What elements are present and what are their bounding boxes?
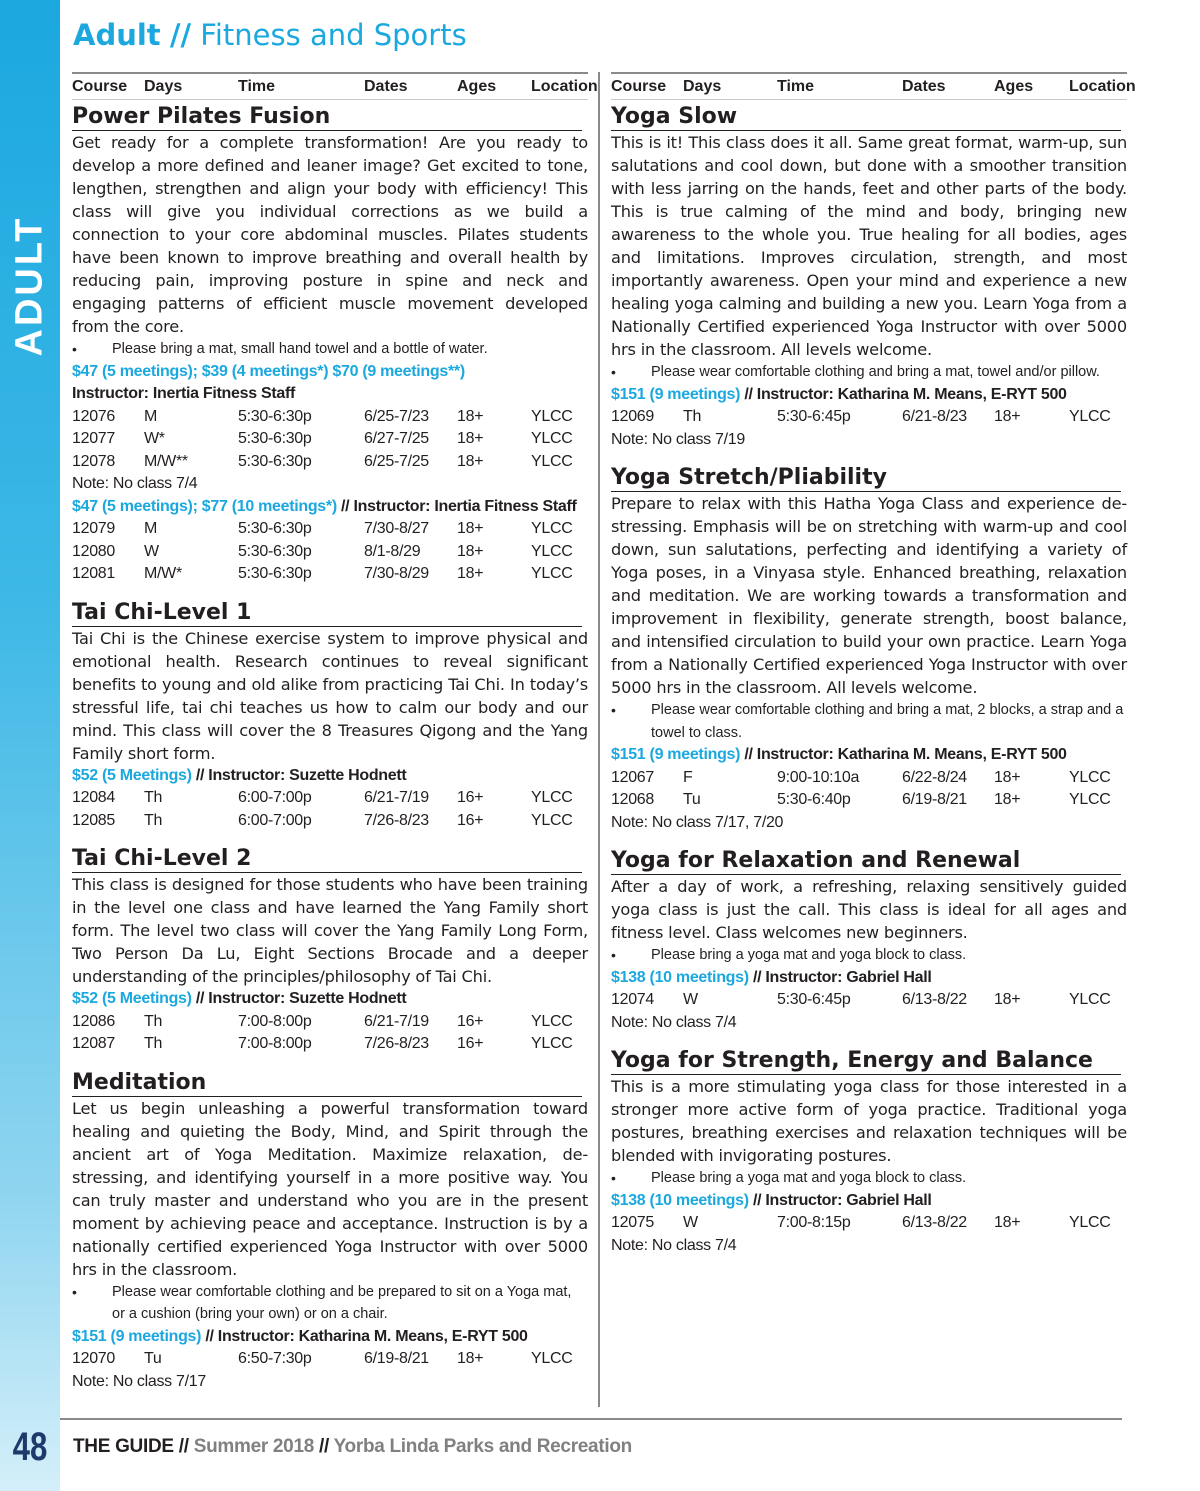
table-row [72, 1348, 588, 1371]
course-bullet [611, 699, 1127, 744]
sidebar-band [0, 0, 60, 1491]
price-line [611, 384, 1127, 407]
table-cell: 18+ [457, 430, 484, 447]
footer-separator: // [318, 1436, 329, 1457]
right-column [611, 72, 1136, 1257]
course-description: Prepare to relax with this Hatha Yoga Class and experience de-stressing. Emphasis will be on stretching with warm-up and cool down, sun salutations, perfecting and identifying a variety of Yoga poses, in a Vinyasa style. Enhanced breathing, relaxation and meditation. We are working towards a transformation and improvement in flexibility, generate strength, boost balance, and intensified circulation to build your own practice. Learn Yoga from a Nationally Certified experienced Yoga Instructor with over 5000 hrs in the classroom. All levels welcome. [611, 494, 1127, 697]
table-cell: 6/19-8/21 [902, 791, 967, 808]
table-row [72, 1011, 588, 1034]
table-cell: 12084 [72, 789, 115, 806]
table-cell: 5:30-6:30p [238, 430, 312, 447]
table-row [72, 428, 588, 451]
course-bullet [611, 944, 1127, 967]
title-separator: // [169, 18, 192, 52]
bullet-text: Please wear comfortable clothing and be prepared to sit on a Yoga mat, or a cushion (bring your own) or on a chair. [112, 1283, 572, 1322]
price-line [72, 1326, 588, 1349]
table-cell: M [144, 520, 158, 537]
footer-divider [60, 1418, 1122, 1420]
table-cell: 12087 [72, 1035, 115, 1052]
table-cell: YLCC [531, 811, 573, 829]
table-row [72, 787, 588, 810]
table-cell: 6/21-7/19 [364, 789, 429, 806]
column-header: Course [72, 78, 128, 95]
table-cell: 8/1-8/29 [364, 542, 421, 560]
table-cell: 6/22-8/24 [902, 768, 967, 786]
table-cell: 6/25-7/23 [364, 407, 429, 425]
bullet-icon: • [72, 341, 77, 357]
price-line [72, 496, 588, 519]
course-note: Note: No class 7/4 [611, 1013, 737, 1031]
table-cell: W* [144, 430, 165, 447]
course-description: This is a more stimulating yoga class for those interested in a stronger more active form of yoga practice. Traditional yoga postures, breathing exercises and relaxation techniques will be blended with invigorating postures. [611, 1077, 1127, 1165]
course-title: Yoga Slow [611, 104, 1121, 131]
table-cell: 12068 [611, 791, 654, 808]
table-cell: 12085 [72, 811, 115, 829]
table-cell: 12076 [72, 407, 115, 425]
table-cell: M/W** [144, 452, 188, 470]
price-line [72, 765, 588, 788]
table-row [611, 989, 1127, 1012]
table-cell: 6/19-8/21 [364, 1350, 429, 1367]
table-cell: 9:00-10:10a [777, 768, 860, 786]
price: $47 (5 meetings); $77 (10 meetings*) [72, 497, 337, 515]
table-cell: 7/26-8/23 [364, 811, 429, 829]
table-cell: 6/21-8/23 [902, 408, 967, 425]
instructor: Instructor: Suzette Hodnett [208, 990, 407, 1007]
table-header [611, 72, 1136, 100]
left-column [72, 72, 598, 1393]
course-title: Tai Chi-Level 2 [72, 846, 582, 873]
price: $47 (5 meetings); $39 (4 meetings*) $70 (9 meetings**) [72, 362, 465, 380]
side-label: ADULT [8, 215, 51, 357]
table-cell: 12070 [72, 1350, 115, 1367]
table-cell: 7:00-8:00p [238, 1035, 312, 1052]
table-cell: YLCC [531, 542, 573, 560]
price-separator: // [752, 968, 762, 986]
price: $151 (9 meetings) [72, 1327, 202, 1345]
course-title: Power Pilates Fusion [72, 104, 582, 131]
instructor: Instructor: Inertia Fitness Staff [353, 497, 577, 515]
table-cell: 5:30-6:30p [238, 407, 312, 425]
table-cell: YLCC [531, 452, 573, 470]
course-list [611, 104, 1127, 1257]
table-cell: 5:30-6:45p [777, 991, 851, 1008]
table-cell: 6:50-7:30p [238, 1350, 312, 1367]
page-title [73, 18, 467, 52]
table-cell: 5:30-6:30p [238, 452, 312, 470]
bullet-icon: • [72, 1283, 77, 1300]
bullet-icon: • [611, 702, 616, 718]
course-description: Get ready for a complete transformation! Are you ready to develop a more defined and leaner image? Get excited to tone, lengthen, strengthen and align your body with efficiency! This class will give you individual corrections as we build a connection to your core abdominal muscles. Pilates students have been known to improve breathing and overall health by reducing pain, improving posture in spine and neck and engaging patterns of efficient muscle movement developed from the core. [72, 133, 588, 336]
price-line [611, 967, 1127, 990]
bullet-icon: • [611, 947, 616, 963]
course-description: After a day of work, a refreshing, relaxing sensitively guided yoga class is just the call. This class is ideal for all ages and fitness level. Class welcomes new beginners. [611, 877, 1127, 942]
table-cell: 16+ [457, 811, 484, 829]
price-line [72, 361, 588, 384]
table-cell: 16+ [457, 1012, 484, 1030]
table-cell: YLCC [531, 1012, 573, 1030]
table-cell: 12086 [72, 1012, 115, 1030]
table-cell: 18+ [994, 991, 1021, 1008]
course-title: Yoga Stretch/Pliability [611, 465, 1121, 492]
course-title: Yoga for Strength, Energy and Balance [611, 1048, 1121, 1075]
course-title: Meditation [72, 1070, 582, 1097]
table-cell: 7/30-8/27 [364, 520, 429, 537]
table-cell: YLCC [1069, 768, 1111, 786]
table-cell: 12080 [72, 542, 115, 560]
price: $52 (5 Meetings) [72, 990, 192, 1007]
course-title: Yoga for Relaxation and Renewal [611, 848, 1121, 875]
table-cell: W [683, 1214, 698, 1231]
table-cell: Th [144, 811, 163, 829]
table-cell: 16+ [457, 1035, 484, 1052]
table-cell: 12074 [611, 991, 654, 1008]
instructor: Instructor: Gabriel Hall [765, 1191, 932, 1209]
section-name: Adult [73, 18, 161, 52]
price-separator: // [752, 1191, 762, 1209]
table-cell: YLCC [531, 407, 573, 425]
table-cell: 12079 [72, 520, 115, 537]
course-note: Note: No class 7/17, 7/20 [611, 813, 784, 831]
table-cell: 18+ [994, 791, 1021, 808]
table-cell: 6/25-7/25 [364, 452, 429, 470]
column-header: Time [238, 78, 276, 95]
price-separator: // [341, 497, 350, 515]
table-cell: YLCC [531, 565, 573, 582]
course-bullet [72, 1281, 588, 1326]
table-cell: YLCC [531, 430, 573, 447]
table-cell: 18+ [457, 452, 484, 470]
price-line [611, 744, 1127, 767]
table-cell: 5:30-6:40p [777, 791, 851, 808]
table-cell: YLCC [1069, 791, 1111, 808]
course-description: This is it! This class does it all. Same great format, warm-up, sun salutations and cool down, but done with a smoother transition with less jarring on the hands, feet and other parts of the body. This is true calming of the mind and body, bringing new awareness to the whole you. True healing for all bodies, ages and limitations. Improves circulation, strength, and most importantly awareness. Open your mind and experience a new healing yoga calming and building a new you. Learn Yoga from a Nationally Certified experienced Yoga Instructor with over 5000 hrs in the classroom. All levels welcome. [611, 133, 1127, 359]
bullet-text: Please bring a yoga mat and yoga block to class. [651, 1170, 967, 1186]
course-bullet [72, 338, 588, 361]
table-cell: W [683, 991, 698, 1008]
table-row [611, 406, 1127, 429]
column-header: Time [777, 78, 815, 95]
course-description: Tai Chi is the Chinese exercise system to improve physical and emotional health. Research continues to reveal significant benefits to young and old alike from practicing Tai Chi. In today’s stressful life, tai chi teaches us how to calm our body and our mind. This class will cover the 8 Treasures Qigong and the Yang Family short form. [72, 628, 588, 763]
table-cell: 6/27-7/25 [364, 430, 429, 447]
price-separator: // [744, 746, 753, 763]
table-header [72, 72, 598, 100]
table-cell: YLCC [1069, 408, 1111, 425]
table-cell: YLCC [531, 1350, 573, 1367]
bullet-icon: • [611, 1170, 616, 1186]
table-cell: 12078 [72, 452, 115, 470]
table-row [72, 563, 588, 586]
table-row [611, 1212, 1127, 1235]
table-row [611, 789, 1127, 812]
course-note: Note: No class 7/19 [611, 430, 745, 448]
price-line [72, 988, 588, 1011]
table-cell: 7/26-8/23 [364, 1035, 429, 1052]
instructor: Instructor: Katharina M. Means, E-RYT 500 [756, 385, 1067, 403]
instructor: Instructor: Inertia Fitness Staff [72, 385, 296, 402]
course-note: Note: No class 7/4 [72, 475, 198, 492]
table-cell: 5:30-6:30p [238, 520, 312, 537]
table-cell: 18+ [994, 1214, 1021, 1231]
price: $151 (9 meetings) [611, 385, 741, 403]
course-note: Note: No class 7/17 [72, 1372, 206, 1390]
table-cell: 12081 [72, 565, 115, 582]
column-header: Course [611, 78, 667, 95]
course-block [72, 846, 588, 1056]
table-cell: F [683, 768, 693, 786]
course-block [611, 848, 1127, 1034]
table-cell: 18+ [994, 408, 1021, 425]
course-block [72, 1070, 588, 1394]
table-cell: Tu [683, 791, 701, 808]
course-note: Note: No class 7/4 [611, 1236, 737, 1254]
table-row [72, 518, 588, 541]
table-cell: 12069 [611, 408, 654, 425]
price: $138 (10 meetings) [611, 968, 749, 986]
instructor: Instructor: Gabriel Hall [765, 968, 932, 986]
price: $138 (10 meetings) [611, 1191, 749, 1209]
bullet-icon: • [611, 364, 616, 380]
table-cell: Th [144, 789, 163, 806]
course-block [611, 465, 1127, 834]
table-row [72, 1033, 588, 1056]
bullet-text: Please wear comfortable clothing and bring a mat, towel and/or pillow. [651, 364, 1100, 380]
table-cell: 5:30-6:30p [238, 565, 312, 582]
course-description: Let us begin unleashing a powerful transformation toward healing and quieting the Body, Mind, and Spirit through the ancient art of Yoga Meditation. Maximize relaxation, de-stressing, and identifying yourself in a more positive way. You can truly master and understand who you are in the present moment by achieving peace and acceptance. Instruction is by a nationally certified experienced Yoga Instructor with over 5000 hrs in the classroom. [72, 1098, 588, 1279]
column-header: Ages [457, 78, 497, 95]
course-block [72, 104, 588, 586]
table-cell: Th [144, 1012, 163, 1030]
column-header: Dates [364, 78, 408, 95]
table-cell: YLCC [1069, 991, 1111, 1008]
instructor: Instructor: Suzette Hodnett [208, 766, 407, 784]
course-block [611, 1048, 1127, 1257]
footer-org: Yorba Linda Parks and Recreation [333, 1436, 632, 1457]
price-separator: // [205, 1327, 214, 1345]
column-header: Location [1069, 78, 1136, 95]
footer-season: Summer 2018 [193, 1436, 314, 1457]
bullet-text: Please bring a mat, small hand towel and a bottle of water. [112, 341, 488, 357]
table-cell: 12077 [72, 430, 115, 447]
table-cell: 7:00-8:00p [238, 1012, 312, 1030]
table-cell: Th [144, 1035, 163, 1052]
bullet-text: Please bring a yoga mat and yoga block to class. [651, 947, 967, 963]
table-cell: 12075 [611, 1214, 654, 1231]
table-cell: 18+ [457, 565, 484, 582]
table-cell: 6/13-8/22 [902, 991, 967, 1008]
column-header: Location [531, 78, 598, 95]
price-separator: // [195, 990, 205, 1007]
price-separator: // [744, 385, 753, 403]
table-cell: YLCC [531, 520, 573, 537]
course-block [72, 600, 588, 833]
price-separator: // [195, 766, 205, 784]
table-cell: 16+ [457, 789, 484, 806]
table-cell: 6/21-7/19 [364, 1012, 429, 1030]
table-cell: 5:30-6:30p [238, 542, 312, 560]
table-row [611, 767, 1127, 790]
table-cell: Th [683, 408, 702, 425]
table-cell: YLCC [531, 789, 573, 806]
course-bullet [611, 1167, 1127, 1190]
table-row [72, 406, 588, 429]
price: $151 (9 meetings) [611, 746, 741, 763]
table-cell: 7:00-8:15p [777, 1214, 851, 1231]
footer [73, 1436, 632, 1458]
table-cell: 18+ [994, 768, 1021, 786]
footer-guide: THE GUIDE [73, 1436, 174, 1457]
course-bullet [611, 361, 1127, 384]
table-cell: 6:00-7:00p [238, 811, 312, 829]
table-row [72, 451, 588, 474]
column-divider [598, 72, 600, 1407]
column-header: Days [144, 78, 183, 95]
course-description: This class is designed for those students who have been training in the level one class and have learned the Yang Family short form. The level two class will cover the Yang Family Long Form, Two Person Da Lu, Eight Sections Brocade and a deeper understanding of the principles/philosophy of Tai Chi. [72, 875, 588, 986]
column-header: Dates [902, 78, 946, 95]
table-cell: 18+ [457, 520, 484, 537]
table-cell: 6:00-7:00p [238, 789, 312, 806]
table-cell: 6/13-8/22 [902, 1214, 967, 1231]
course-list [72, 104, 588, 1393]
column-header: Ages [994, 78, 1034, 95]
instructor: Instructor: Katharina M. Means, E-RYT 500 [217, 1327, 528, 1345]
table-cell: YLCC [1069, 1214, 1111, 1231]
instructor: Instructor: Katharina M. Means, E-RYT 500 [756, 746, 1067, 763]
table-cell: W [144, 542, 159, 560]
column-header: Days [683, 78, 722, 95]
table-cell: 18+ [457, 1350, 484, 1367]
course-block [611, 104, 1127, 451]
table-row [72, 541, 588, 564]
table-cell: M [144, 407, 158, 425]
course-title: Tai Chi-Level 1 [72, 600, 582, 627]
price: $52 (5 Meetings) [72, 766, 192, 784]
table-cell: Tu [144, 1350, 162, 1367]
footer-separator: // [178, 1436, 189, 1457]
bullet-text: Please wear comfortable clothing and bring a mat, 2 blocks, a strap and a towel to class. [651, 702, 1124, 741]
table-cell: 5:30-6:45p [777, 408, 851, 425]
table-row [72, 810, 588, 833]
table-cell: 18+ [457, 407, 484, 425]
table-cell: M/W* [144, 565, 182, 582]
price-line [611, 1190, 1127, 1213]
table-cell: 7/30-8/29 [364, 565, 429, 582]
table-cell: YLCC [531, 1035, 573, 1052]
table-cell: 12067 [611, 768, 654, 786]
table-cell: 18+ [457, 542, 484, 560]
page-number: 48 [12, 1425, 48, 1469]
category-name: Fitness and Sports [200, 18, 467, 52]
